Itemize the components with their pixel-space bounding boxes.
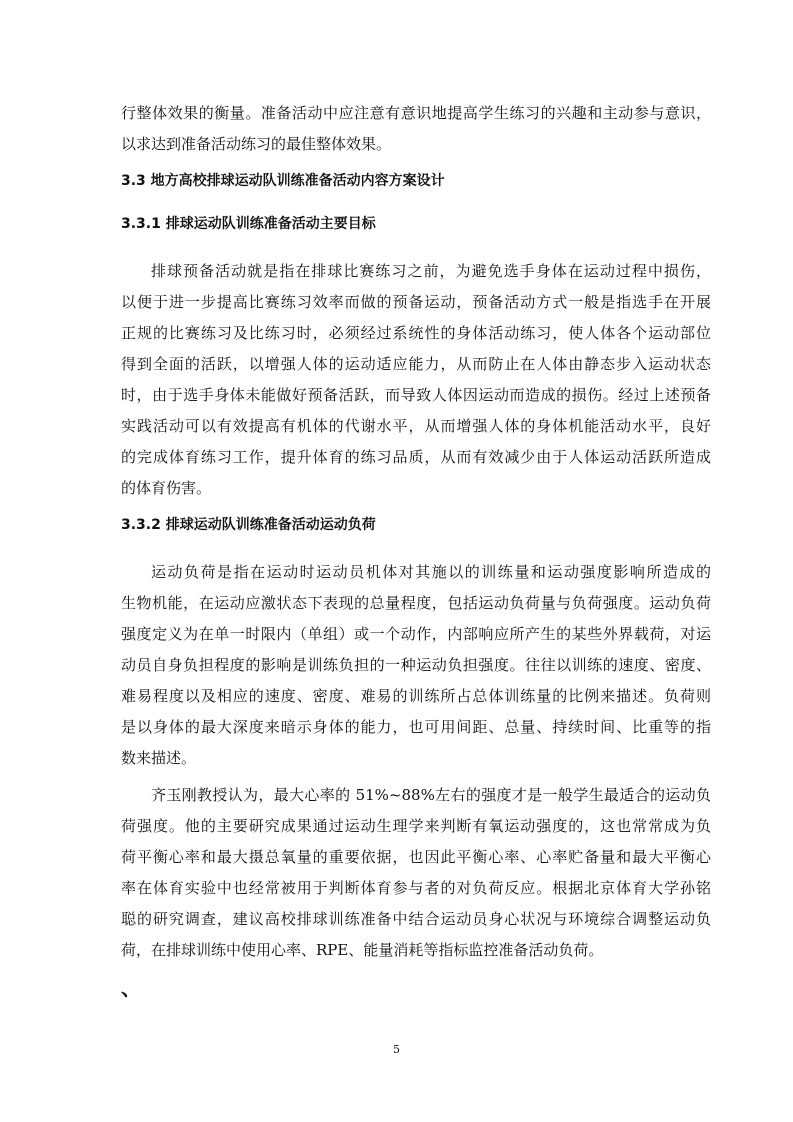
paragraph-line: 齐玉刚教授认为，最大心率的 51%~88%左右的强度才是一般学生最适合的运动负 [151,786,711,804]
paragraph-line: 生物机能，在运动应激状态下表现的总量程度，包括运动负荷量与负荷强度。运动负荷 [121,594,711,612]
paragraph-line: 排球预备活动就是指在排球比赛练习之前，为避免选手身体在运动过程中损伤， [151,262,711,280]
paragraph-line: 正规的比赛练习及比练习时，必须经过系统性的身体活动练习，使人体各个运动部位 [121,324,711,342]
intro-line-2: 以求达到准备活动练习的最佳整体效果。 [121,135,392,153]
paragraph-line: 得到全面的活跃，以增强人体的运动适应能力，从而防止在人体由静态步入运动状态 [121,355,711,373]
paragraph-line: 聪的研究调查，建议高校排球训练准备中结合运动员身心状况与环境综合调整运动负 [121,910,711,928]
paragraph-line: 以便于进一步提高比赛练习效率而做的预备运动，预备活动方式一般是指选手在开展 [121,293,711,311]
paragraph-line: 的体育伤害。 [121,479,212,497]
paragraph-line: 荷，在排球训练中使用心率、RPE、能量消耗等指标监控准备活动负荷。 [121,941,604,959]
stray-punctuation-mark: 、 [121,976,141,1000]
paragraph-line: 强度定义为在单一时限内（单组）或一个动作，内部响应所产生的某些外界载荷，对运 [121,625,711,643]
section-heading-3-3: 3.3 地方高校排球运动队训练准备活动内容方案设计 [121,173,445,189]
paragraph-line: 的完成体育练习工作，提升体育的练习品质，从而有效减少由于人体运动活跃所造成 [121,448,711,466]
paragraph-line: 荷强度。他的主要研究成果通过运动生理学来判断有氧运动强度的，这也常常成为负 [121,817,711,835]
paragraph-line: 荷平衡心率和最大摄总氧量的重要依据，也因此平衡心率、心率贮备量和最大平衡心 [121,848,711,866]
page-number: 5 [393,1043,400,1056]
intro-line-1: 行整体效果的衡量。准备活动中应注意有意识地提高学生练习的兴趣和主动参与意识， [121,104,711,122]
paragraph-line: 数来描述。 [121,749,197,767]
section-heading-3-3-1: 3.3.1 排球运动队训练准备活动主要目标 [121,216,376,232]
paragraph-line: 时，由于选手身体未能做好预备活跃，而导致人体因运动而造成的损伤。经过上述预备 [121,386,711,404]
section-heading-3-3-2: 3.3.2 排球运动队训练准备活动运动负荷 [121,517,376,533]
paragraph-line: 动员自身负担程度的影响是训练负担的一种运动负担强度。往往以训练的速度、密度、 [121,656,711,674]
paragraph-line: 率在体育实验中也经常被用于判断体育参与者的对负荷反应。根据北京体育大学孙铭 [121,879,711,897]
paragraph-line: 是以身体的最大深度来暗示身体的能力，也可用间距、总量、持续时间、比重等的指 [121,718,711,736]
paragraph-line: 实践活动可以有效提高有机体的代谢水平，从而增强人体的身体机能活动水平，良好 [121,417,711,435]
paragraph-line: 运动负荷是指在运动时运动员机体对其施以的训练量和运动强度影响所造成的 [151,563,711,581]
paragraph-line: 难易程度以及相应的速度、密度、难易的训练所占总体训练量的比例来描述。负荷则 [121,687,711,705]
